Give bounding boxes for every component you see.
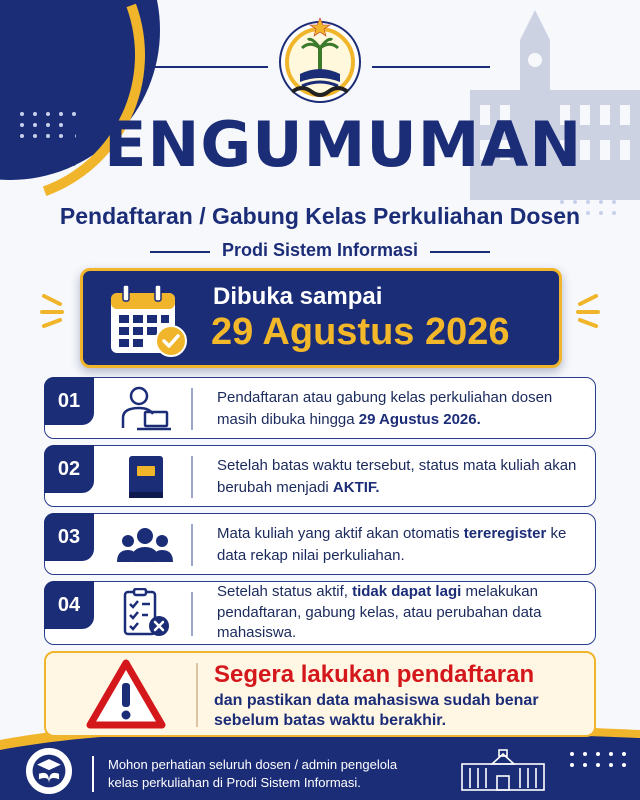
step-number: 01 [44, 377, 94, 425]
users-group-icon [115, 520, 175, 570]
graduation-book-icon [26, 748, 72, 794]
prodi-label: Prodi Sistem Informasi [221, 240, 419, 260]
warning-title: Segera lakukan pendaftaran [214, 661, 535, 688]
page-title: PENGUMUMAN [57, 108, 583, 181]
dot-pattern [570, 752, 628, 767]
step-card-03 [44, 513, 596, 575]
deadline-banner [80, 268, 562, 368]
warning-divider [196, 663, 198, 727]
step-card-01 [44, 377, 596, 439]
deadline-date: 29 Agustus 2026 [211, 311, 510, 353]
spark-left-icon [40, 290, 70, 330]
step-number: 04 [44, 581, 94, 629]
spark-right-icon [570, 290, 600, 330]
step-divider [191, 388, 193, 430]
warning-subtext: dan pastikan data mahasiswa sudah benar sebelum batas waktu berakhir. [214, 692, 539, 729]
university-logo [272, 12, 368, 108]
step-card-02 [44, 445, 596, 507]
step-description: Mata kuliah yang aktif akan otomatis tereregister ke data rekap nilai perkuliahan. [217, 525, 567, 564]
person-laptop-icon [115, 384, 175, 434]
deadline-label: Dibuka sampai [213, 283, 383, 310]
warning-triangle-icon [86, 659, 166, 731]
checklist-cross-icon [115, 588, 175, 638]
step-description: Pendaftaran atau gabung kelas perkuliahan dosen masih dibuka hingga 29 Agustus 2026. [217, 389, 553, 428]
logo-side-line [150, 66, 268, 68]
footer-notice: Mohon perhatian seluruh dosen / admin pengelola kelas perkuliahan di Prodi Sistem Informasi. [108, 757, 398, 790]
step-divider [191, 524, 193, 566]
warning-callout [44, 651, 596, 737]
step-card-04 [44, 581, 596, 645]
step-number: 03 [44, 513, 94, 561]
step-number: 02 [44, 445, 94, 493]
building-icon [458, 748, 548, 792]
step-description: Setelah batas waktu tersebut, status mata kuliah akan berubah menjadi AKTIF. [217, 457, 577, 496]
step-description: Setelah status aktif, tidak dapat lagi melakukan pendaftaran, gabung kelas, atau perubahan data mahasiswa. [217, 583, 542, 641]
logo-side-line [372, 66, 490, 68]
book-icon [115, 452, 175, 502]
step-divider [191, 592, 193, 636]
calendar-check-icon [109, 283, 189, 359]
step-divider [191, 456, 193, 498]
footer-divider [92, 756, 94, 792]
page-subtitle: Pendaftaran / Gabung Kelas Perkuliahan Dosen [59, 203, 581, 229]
